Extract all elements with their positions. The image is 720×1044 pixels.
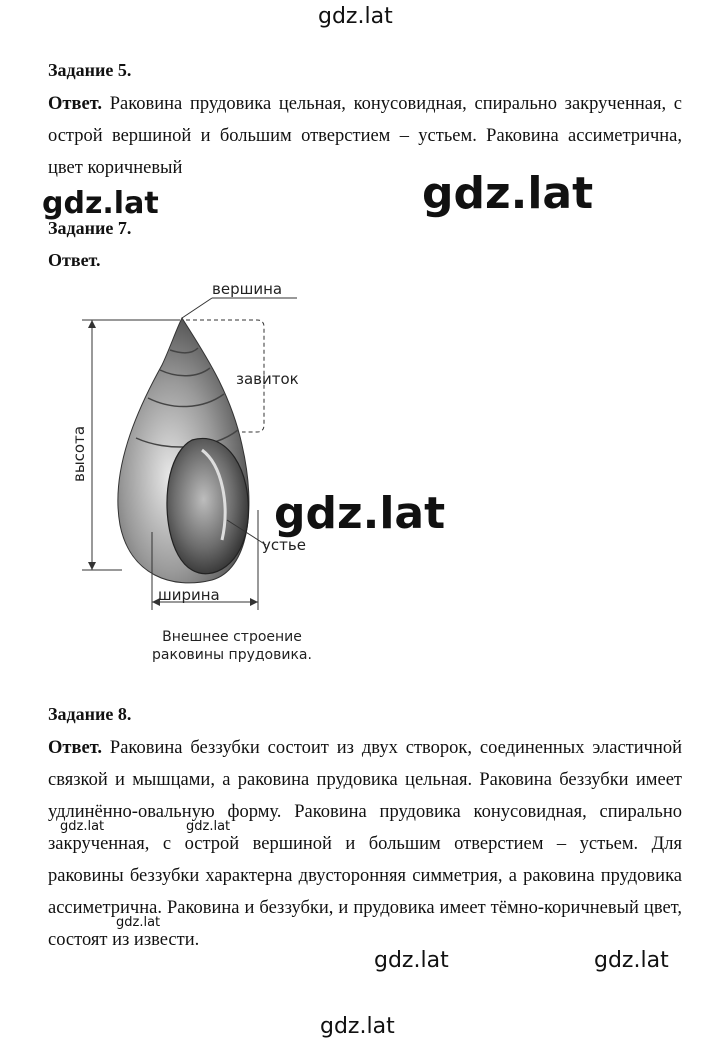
task-8-answer-label: Ответ. xyxy=(48,738,103,758)
watermark-large-left: gdz.lat xyxy=(42,186,159,221)
label-apex: вершина xyxy=(212,280,283,298)
task-5-title: Задание 5. xyxy=(48,60,132,80)
watermark-large-center: gdz.lat xyxy=(274,488,446,539)
watermark-mid-2: gdz.lat xyxy=(594,948,669,973)
label-mouth: устье xyxy=(262,536,306,554)
label-width: ширина xyxy=(158,586,220,604)
figure-caption: Внешнее строение раковины прудовика. xyxy=(152,629,312,663)
task-7-title: Задание 7. xyxy=(48,218,132,238)
watermark-bottom: gdz.lat xyxy=(320,1014,395,1039)
watermark-top: gdz.lat xyxy=(318,4,393,29)
task-7-answer-label: Ответ. xyxy=(48,250,101,270)
task-8-title: Задание 8. xyxy=(48,704,132,724)
task-5-answer-label: Ответ. xyxy=(48,94,103,114)
shell-figure xyxy=(52,270,342,670)
watermark-small-1: gdz.lat xyxy=(60,819,105,834)
watermark-mid-1: gdz.lat xyxy=(374,948,449,973)
watermark-small-3: gdz.lat xyxy=(116,915,161,930)
label-coil: завиток xyxy=(236,370,299,388)
watermark-large-right: gdz.lat xyxy=(422,168,594,219)
shell-illustration xyxy=(52,270,342,670)
label-height: высота xyxy=(70,425,88,482)
task-5-answer-text: Раковина прудовика цельная, конусовидная, спирально закрученная, с острой вершиной и большим отверстием – устьем. Раковина ассиметрична, цвет коричневый xyxy=(48,94,682,178)
watermark-small-2: gdz.lat xyxy=(186,819,231,834)
task-8-answer-text: Раковина беззубки состоит из двух створок, соединенных эластичной связкой и мышцами, а раковина прудовика цельная. Раковина беззубки имеет удлинённо-овальную форму. Раковина прудовика конусовидная, спирально закрученная, с острой вершиной и большим отверстием – устьем. Для раковины беззубки характерна двусторонняя симметрия, а раковина прудовика ассиметрична. Раковина и беззубки, и прудовика имеет тёмно-коричневый цвет, состоят из извести. xyxy=(48,738,682,950)
